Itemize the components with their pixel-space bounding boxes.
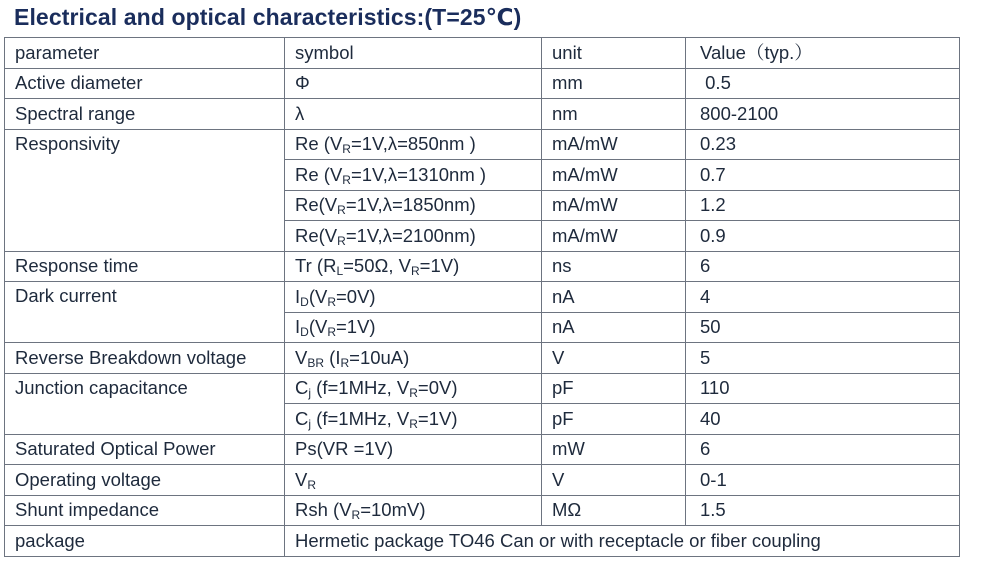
value-cell: 0-1 — [686, 465, 960, 496]
package-description: Hermetic package TO46 Can or with receptacle or fiber coupling — [285, 526, 960, 557]
value-cell: 50 — [686, 312, 960, 343]
unit-cell: mm — [542, 68, 686, 99]
header-unit: unit — [542, 38, 686, 69]
unit-cell: V — [542, 465, 686, 496]
value-cell: 4 — [686, 282, 960, 313]
table-row — [5, 495, 960, 526]
symbol-cell: $C_j$ (f=1MHz, $V_R=0V$) — [285, 373, 542, 404]
unit-cell: mA/mW — [542, 221, 686, 252]
parameter-cell: Active diameter — [5, 68, 285, 99]
parameter-cell: Saturated Optical Power — [5, 434, 285, 465]
table-row — [5, 282, 960, 313]
symbol-cell: Tr ($R_L=50\Omega$, $V_R=1V$) — [285, 251, 542, 282]
unit-cell: MΩ — [542, 495, 686, 526]
parameter-cell: Response time — [5, 251, 285, 282]
unit-cell: ns — [542, 251, 686, 282]
unit-cell: pF — [542, 373, 686, 404]
value-cell: 800-2100 — [686, 99, 960, 130]
value-cell: 0.7 — [686, 160, 960, 191]
symbol-cell: Ps(VR =1V) — [285, 434, 542, 465]
parameter-cell: Dark current — [5, 282, 285, 343]
table-row — [5, 129, 960, 160]
table-row — [5, 343, 960, 374]
value-cell: 0.23 — [686, 129, 960, 160]
symbol-cell: λ — [285, 99, 542, 130]
symbol-cell: $Re(V_R=1V,\lambda=2100nm)$ — [285, 221, 542, 252]
symbol-cell: $Re(V_R=1V,\lambda=1850nm)$ — [285, 190, 542, 221]
parameter-cell: package — [5, 526, 285, 557]
parameter-cell: Reverse Breakdown voltage — [5, 343, 285, 374]
parameter-cell: Shunt impedance — [5, 495, 285, 526]
unit-cell: nA — [542, 312, 686, 343]
value-cell: 40 — [686, 404, 960, 435]
header-symbol: symbol — [285, 38, 542, 69]
header-parameter: parameter — [5, 38, 285, 69]
symbol-cell: $I_D(V_R=0V)$ — [285, 282, 542, 313]
table-row — [5, 99, 960, 130]
symbol-cell: Re ($V_R=1V,\lambda=1310nm$ ) — [285, 160, 542, 191]
value-cell: 110 — [686, 373, 960, 404]
header-value: Value（typ.） — [686, 38, 960, 69]
table-row — [5, 434, 960, 465]
parameter-cell: Junction capacitance — [5, 373, 285, 434]
symbol-cell: Re ($V_R=1V,\lambda=850nm$ ) — [285, 129, 542, 160]
parameter-cell: Spectral range — [5, 99, 285, 130]
table-row — [5, 373, 960, 404]
symbol-cell: $C_j$ (f=1MHz, $V_R=1V$) — [285, 404, 542, 435]
value-cell: 6 — [686, 434, 960, 465]
page-title: Electrical and optical characteristics:(T=25℃) — [14, 4, 522, 30]
value-cell: 5 — [686, 343, 960, 374]
parameter-cell: Operating voltage — [5, 465, 285, 496]
value-cell: 1.2 — [686, 190, 960, 221]
value-cell: 1.5 — [686, 495, 960, 526]
value-cell: 0.5 — [686, 68, 960, 99]
table-header-row — [5, 38, 960, 69]
parameter-cell: Responsivity — [5, 129, 285, 251]
symbol-cell: $I_D(V_R=1V)$ — [285, 312, 542, 343]
unit-cell: mA/mW — [542, 190, 686, 221]
unit-cell: mA/mW — [542, 129, 686, 160]
unit-cell: mW — [542, 434, 686, 465]
table-row — [5, 68, 960, 99]
unit-cell: nA — [542, 282, 686, 313]
unit-cell: nm — [542, 99, 686, 130]
characteristics-table — [4, 37, 960, 557]
symbol-cell: Φ — [285, 68, 542, 99]
symbol-cell: $V_{BR}$ $(I_R=10uA)$ — [285, 343, 542, 374]
unit-cell: V — [542, 343, 686, 374]
value-cell: 6 — [686, 251, 960, 282]
table-row — [5, 251, 960, 282]
unit-cell: mA/mW — [542, 160, 686, 191]
unit-cell: pF — [542, 404, 686, 435]
table-row — [5, 465, 960, 496]
value-cell: 0.9 — [686, 221, 960, 252]
symbol-cell: $V_R$ — [285, 465, 542, 496]
table-row — [5, 526, 960, 557]
symbol-cell: Rsh $(V_R=10mV)$ — [285, 495, 542, 526]
